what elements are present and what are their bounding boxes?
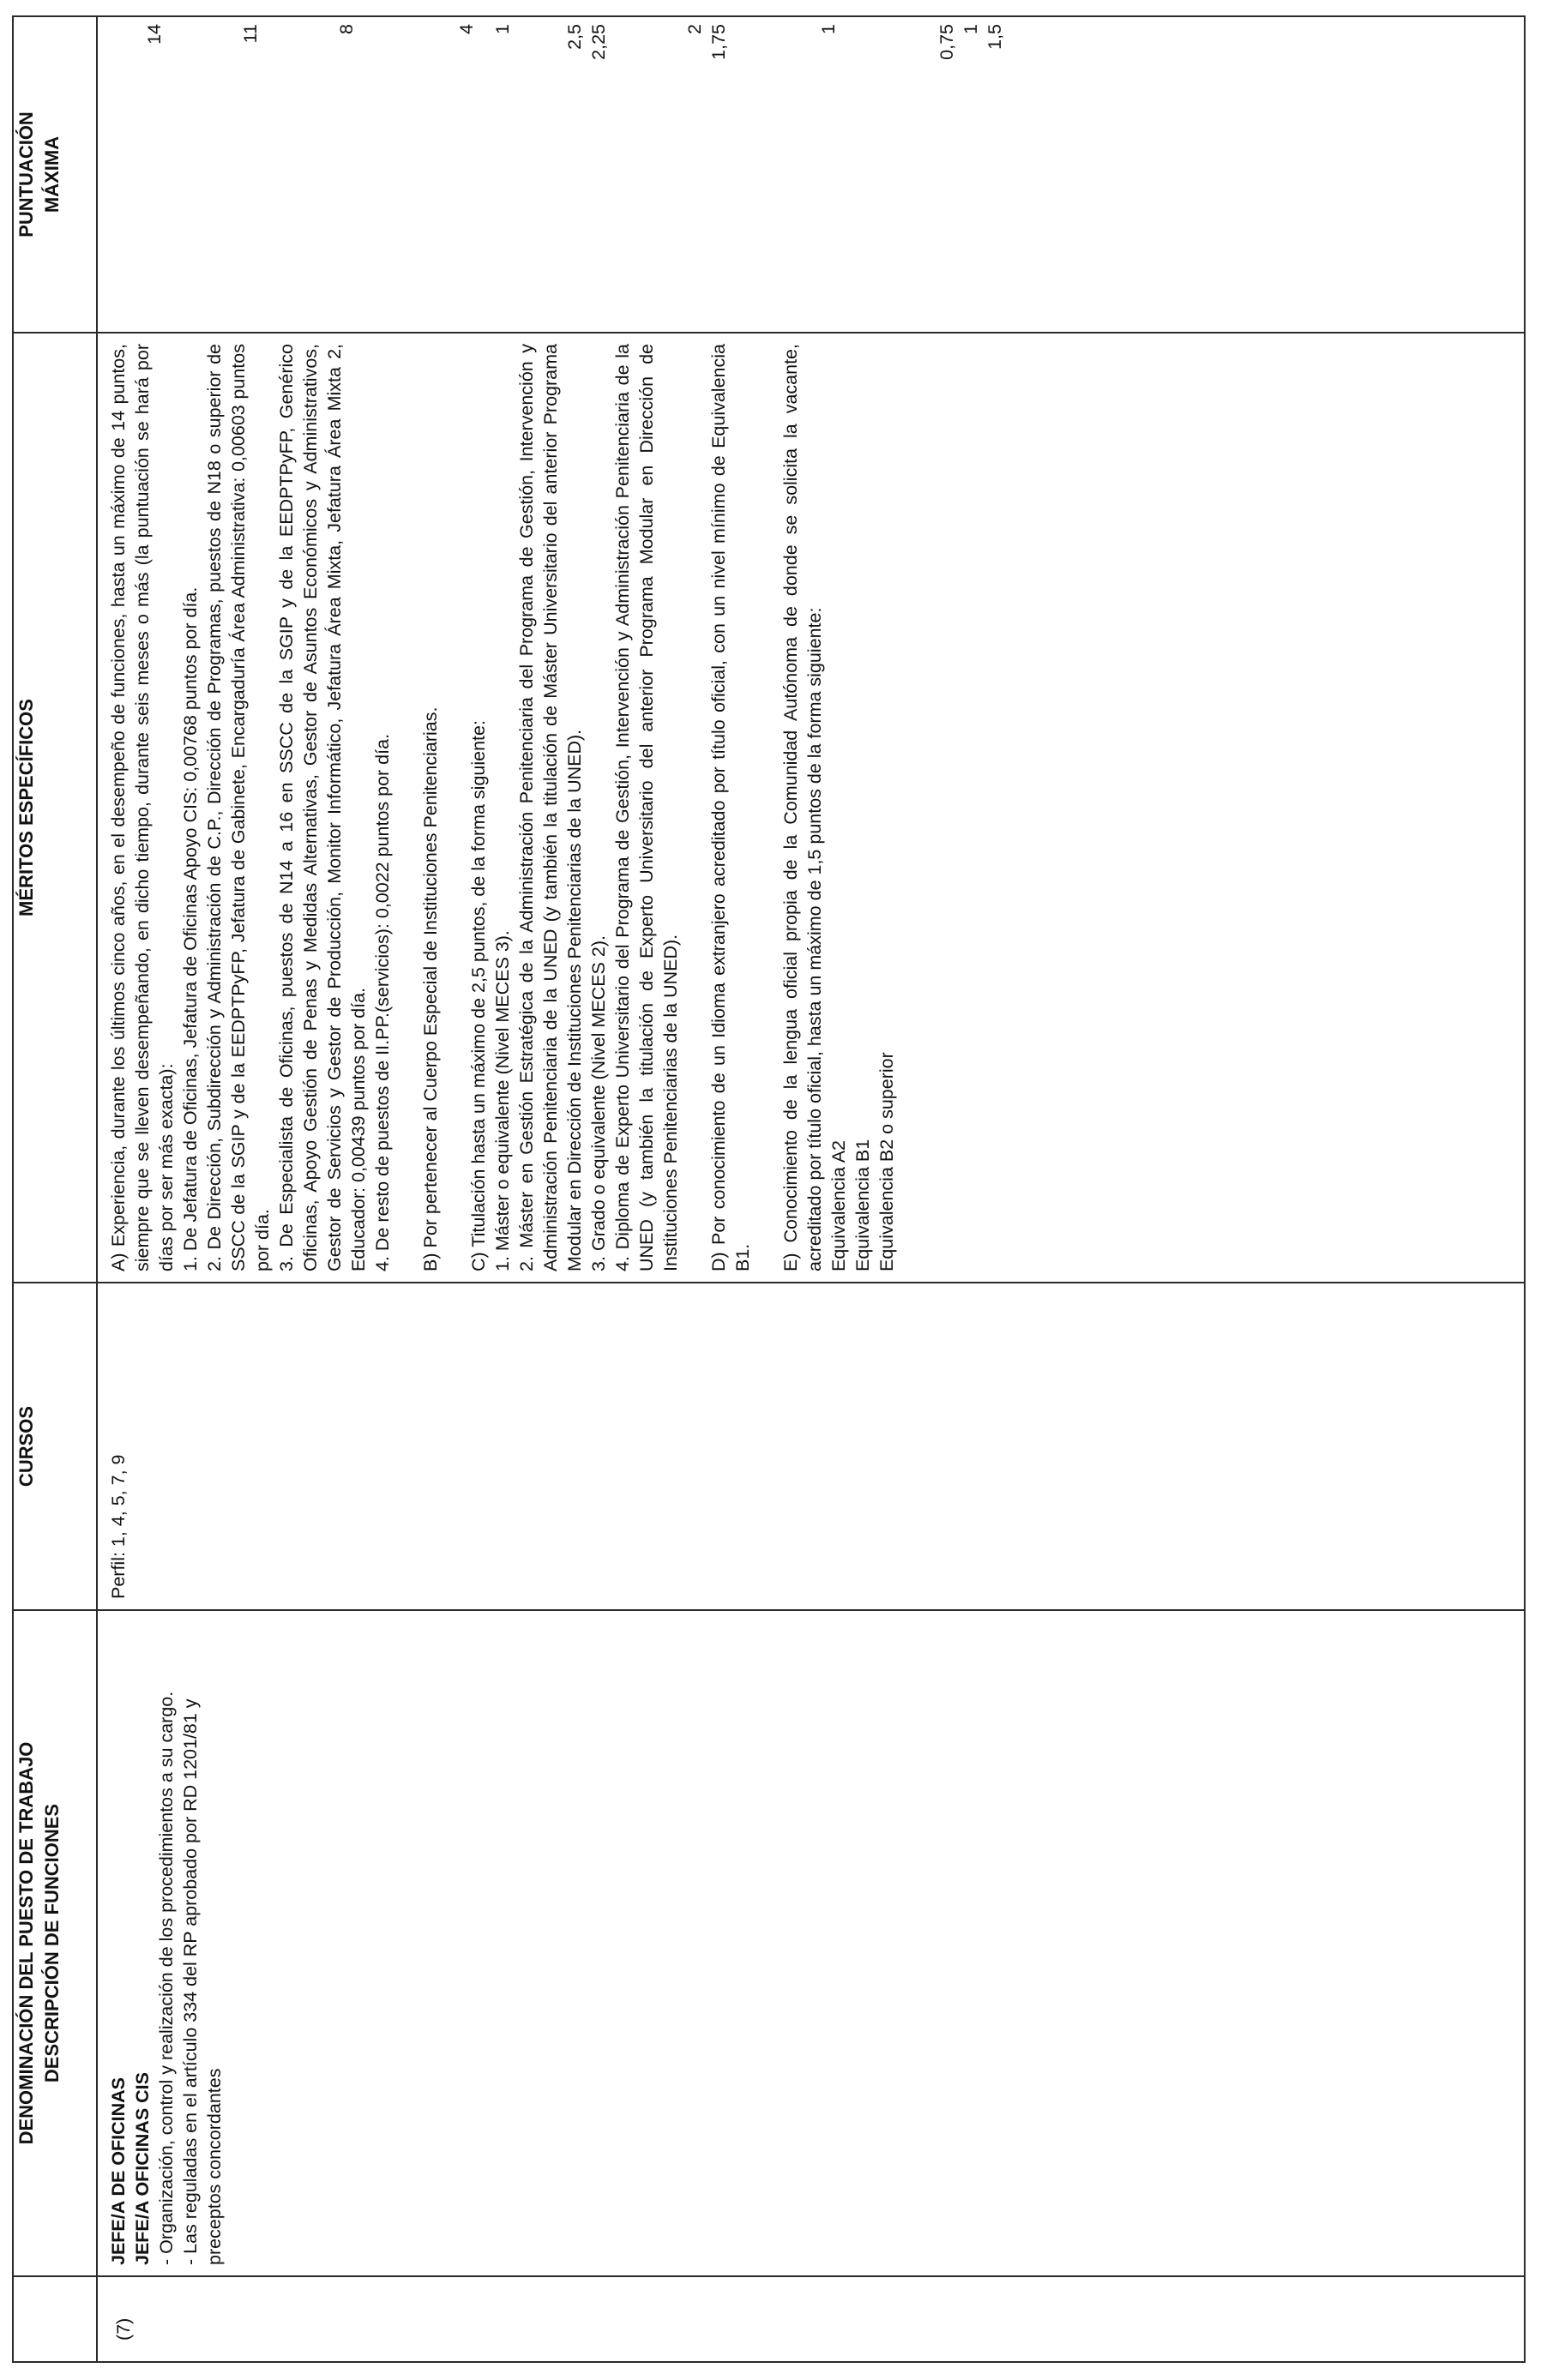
row-number-cell: [97, 2276, 1525, 2362]
row-number: (7): [113, 2317, 134, 2341]
header-score-line1: PUNTUACIÓN: [15, 111, 37, 237]
merit-a2: 2. De Dirección, Subdirección y Administración de C.P., Dirección de Programas, puestos de N18 o superior de SSCC de la SGIP y de la EEDPTPyFP, Jefatura de Gabinete, Encargaduría Área Administrativa: 0,00603 puntos por día.: [204, 344, 273, 1271]
score-a1: 11: [240, 24, 261, 44]
merit-e: E) Conocimiento de la lengua oficial propia de la Comunidad Autónoma de donde se solicita la vacante, acreditado por título oficial, hasta un máximo de 1,5 puntos de la forma siguiente:: [780, 344, 825, 1271]
score-c3: 2: [684, 24, 705, 34]
function-1: - Organización, control y realización de los procedimientos a su cargo.: [156, 1691, 177, 2265]
merit-a-intro: A) Experiencia, durante los últimos cinco años, en el desempeño de funciones, hasta un máximo de 14 puntos, siempre que se lleven desempeñando, en dicho tiempo, durante seis meses o más (la puntuación se hará por días por ser más exacta):: [108, 344, 177, 1271]
job-title-1: JEFE/A DE OFICINAS: [108, 2076, 129, 2265]
courses-cell: [97, 1283, 1525, 1610]
header-score-line2: MÁXIMA: [41, 135, 63, 213]
merit-a1: 1. De Jefatura de Oficinas, Jefatura de Oficinas Apoyo CIS: 0,00768 puntos por día.: [180, 586, 201, 1271]
score-c: 2,5: [564, 24, 585, 50]
table-header-row: [13, 16, 97, 2362]
merit-e3: Equivalencia B2 o superior: [876, 1052, 897, 1271]
score-a3: 4: [456, 24, 477, 34]
merit-c3: 3. Grado o equivalente (Nivel MECES 2).: [588, 935, 609, 1271]
merit-e1: Equivalencia A2: [828, 1140, 849, 1271]
score-a: 14: [144, 24, 165, 45]
merit-c2: 2. Máster en Gestión Estratégica de la Administración Penitenciaria del Programa de Gestión, Intervención y Administración Penitenciaria de la UNED (y también la titulación de Máster Universitario del anterior Programa Modular en Dirección de Instituciones Penitenciarias de la UNED).: [516, 344, 585, 1271]
position-cell: [97, 1610, 1525, 2276]
score-a2: 8: [336, 24, 357, 34]
score-cell: [97, 16, 1525, 333]
score-e2: 1: [960, 24, 981, 34]
header-score: [13, 16, 97, 333]
merit-e2: Equivalencia B1: [852, 1139, 873, 1271]
merits-table: [12, 15, 1526, 2363]
header-position-line1: DENOMINACIÓN DEL PUESTO DE TRABAJO: [15, 1741, 37, 2145]
header-position: [13, 1610, 97, 2276]
merit-d: D) Por conocimiento de un Idioma extranjero acreditado por título oficial, con un nivel mínimo de Equivalencia B1.: [708, 344, 753, 1271]
function-2: - Las reguladas en el artículo 334 del RP aprobado por RD 1201/81 y preceptos concordantes: [180, 1698, 225, 2265]
merit-c-intro: C) Titulación hasta un máximo de 2,5 puntos, de la forma siguiente:: [468, 720, 489, 1271]
score-e1: 0,75: [936, 24, 957, 60]
header-number: [13, 2276, 97, 2362]
merit-b: B) Por pertenecer al Cuerpo Especial de Instituciones Penitenciarias.: [420, 706, 441, 1271]
merit-c1: 1. Máster o equivalente (Nivel MECES 3).: [492, 930, 513, 1271]
merit-a4: 4. De resto de puestos de II.PP.(servicios): 0,0022 puntos por día.: [372, 733, 393, 1271]
merit-c4: 4. Diploma de Experto Universitario del Programa de Gestión, Intervención y Administración Penitenciaria de la UNED (y también la titulación de Experto Universitario del anterior Programa Modular en Dirección de Instituciones Penitenciarias de la UNED).: [612, 344, 681, 1271]
courses-profile: Perfil: 1, 4, 5, 7, 9: [108, 1454, 129, 1599]
header-courses: CURSOS: [13, 1283, 97, 1610]
score-a4: 1: [492, 24, 513, 34]
score-d: 1: [818, 24, 839, 34]
merits-cell: [97, 333, 1525, 1283]
header-merits: MÉRITOS ESPECÍFICOS: [13, 333, 97, 1283]
table-row: [97, 16, 1525, 2362]
job-title-2: JEFE/A OFICINAS CIS: [132, 2072, 153, 2265]
score-c4: 1,75: [708, 24, 729, 60]
score-e3: 1,5: [984, 24, 1005, 50]
score-c1: 2,25: [588, 24, 609, 60]
merit-a3: 3. De Especialista de Oficinas, puestos de N14 a 16 en SSCC de la SGIP y de la EEDPTPyFP, Genérico Oficinas, Apoyo Gestión de Penas y Medidas Alternativas, Gestor de Asuntos Económicos y Administrativos, Gestor de Servicios y Gestor de Producción, Monitor Informático, Jefatura Área Mixta, Jefatura Área Mixta 2, Educador: 0,00439 puntos por día.: [276, 344, 369, 1271]
header-position-line2: DESCRIPCIÓN DE FUNCIONES: [41, 1803, 63, 2083]
